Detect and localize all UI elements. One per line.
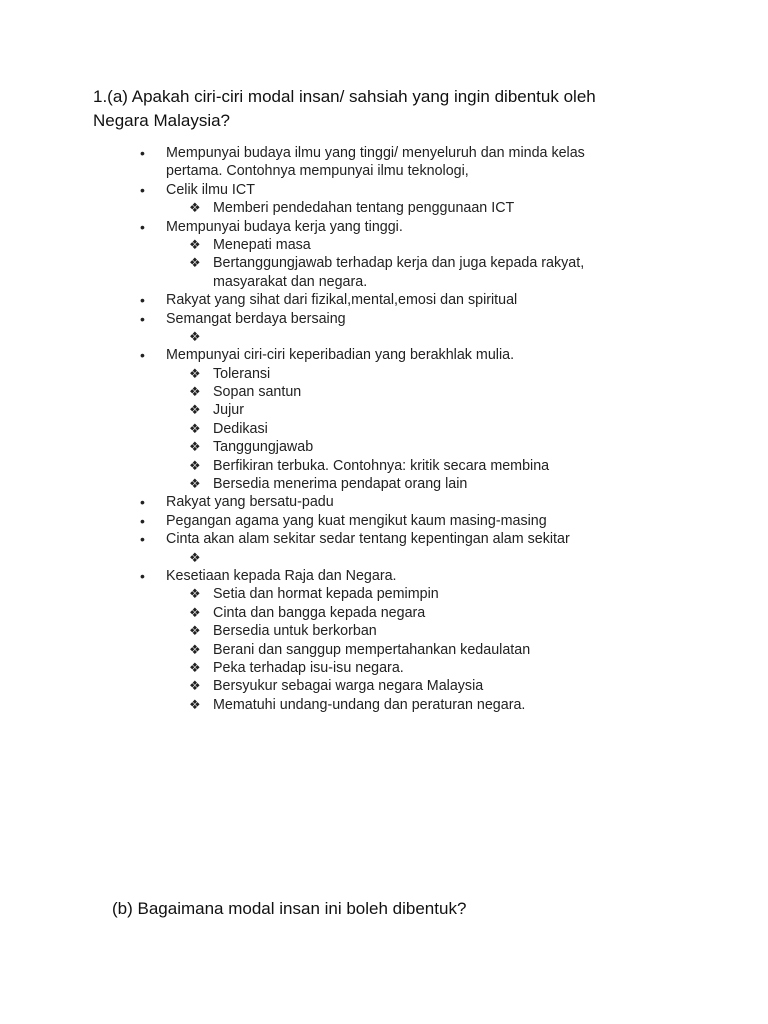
bullet-icon: • bbox=[140, 531, 145, 548]
list-item bbox=[0, 310, 768, 328]
sub-list-item-text: Bertanggungjawab terhadap kerja dan juga kepada rakyat, bbox=[213, 255, 585, 272]
sub-list-item bbox=[0, 677, 768, 695]
list-item-text: Mempunyai budaya kerja yang tinggi. bbox=[166, 218, 403, 235]
list-item-text: Mempunyai ciri-ciri keperibadian yang berakhlak mulia. bbox=[166, 347, 515, 364]
diamond-bullet-icon: ❖ bbox=[189, 549, 201, 565]
sub-list-item bbox=[0, 383, 768, 401]
diamond-bullet-icon: ❖ bbox=[189, 696, 201, 712]
sub-list-item-text: Bersyukur sebagai warga negara Malaysia bbox=[213, 678, 484, 695]
sub-list-item-text: Berani dan sanggup mempertahankan kedaulatan bbox=[213, 641, 531, 658]
diamond-bullet-icon: ❖ bbox=[189, 659, 201, 675]
sub-list-item bbox=[0, 622, 768, 640]
sub-list-item bbox=[0, 236, 768, 254]
list-item-continuation bbox=[0, 162, 768, 180]
question-a-heading bbox=[93, 85, 693, 133]
list-item-text: Semangat berdaya bersaing bbox=[166, 310, 346, 327]
sub-list-item-text: Cinta dan bangga kepada negara bbox=[213, 604, 426, 621]
list-item bbox=[0, 512, 768, 530]
sub-list-item-text: Memberi pendedahan tentang penggunaan ICT bbox=[213, 200, 515, 217]
sub-list-item bbox=[0, 659, 768, 677]
bullet-icon: • bbox=[140, 567, 145, 584]
bullet-icon: • bbox=[140, 292, 145, 309]
sub-list-item-text: Berfikiran terbuka. Contohnya: kritik secara membina bbox=[213, 457, 550, 474]
question-a-line2: Negara Malaysia? bbox=[93, 111, 231, 130]
list-item bbox=[0, 218, 768, 236]
sub-list-item bbox=[0, 696, 768, 714]
sub-list-item-text: Menepati masa bbox=[213, 236, 311, 253]
sub-list-item-text: Mematuhi undang-undang dan peraturan negara. bbox=[213, 696, 526, 713]
list-item-text: Kesetiaan kepada Raja dan Negara. bbox=[166, 567, 397, 584]
diamond-bullet-icon: ❖ bbox=[189, 420, 201, 436]
sub-list-item-text: Bersedia menerima pendapat orang lain bbox=[213, 476, 468, 493]
diamond-bullet-icon: ❖ bbox=[189, 402, 201, 418]
list-item-text: Rakyat yang sihat dari fizikal,mental,emosi dan spiritual bbox=[166, 292, 518, 309]
bullet-icon: • bbox=[140, 181, 145, 198]
sub-list-item bbox=[0, 420, 768, 438]
sub-list-item bbox=[0, 401, 768, 419]
sub-list-item-empty bbox=[0, 549, 768, 567]
list-item bbox=[0, 144, 768, 162]
diamond-bullet-icon: ❖ bbox=[189, 586, 201, 602]
sub-list-item bbox=[0, 438, 768, 456]
bullet-icon: • bbox=[140, 347, 145, 364]
sub-list-item-text: Jujur bbox=[213, 402, 244, 419]
sub-list-item-text: Toleransi bbox=[213, 365, 271, 382]
question-a-line1: 1.(a) Apakah ciri-ciri modal insan/ sahsiah yang ingin dibentuk oleh bbox=[93, 87, 596, 106]
sub-list-item bbox=[0, 641, 768, 659]
list-item-text: pertama. Contohnya mempunyai ilmu teknologi, bbox=[166, 163, 469, 180]
diamond-bullet-icon: ❖ bbox=[189, 457, 201, 473]
list-item-text: Celik ilmu ICT bbox=[166, 181, 255, 198]
list-item-text: Pegangan agama yang kuat mengikut kaum masing-masing bbox=[166, 512, 547, 529]
list-item-text: Cinta akan alam sekitar sedar tentang kepentingan alam sekitar bbox=[166, 531, 570, 548]
bullet-icon: • bbox=[140, 494, 145, 511]
sub-list-item-text: Sopan santun bbox=[213, 384, 302, 401]
sub-list-item-empty bbox=[0, 328, 768, 346]
list-item bbox=[0, 181, 768, 199]
bullet-icon: • bbox=[140, 310, 145, 327]
list-item-text: Rakyat yang bersatu-padu bbox=[166, 494, 334, 511]
diamond-bullet-icon: ❖ bbox=[189, 255, 201, 271]
diamond-bullet-icon: ❖ bbox=[189, 623, 201, 639]
sub-list-item bbox=[0, 475, 768, 493]
bullet-icon: • bbox=[140, 145, 145, 161]
sub-list-item-text: Tanggungjawab bbox=[213, 439, 314, 456]
list-item bbox=[0, 567, 768, 585]
sub-list-item-text: Peka terhadap isu-isu negara. bbox=[213, 659, 404, 676]
answer-list bbox=[0, 144, 768, 714]
diamond-bullet-icon: ❖ bbox=[189, 604, 201, 620]
diamond-bullet-icon: ❖ bbox=[189, 678, 201, 694]
bullet-icon: • bbox=[140, 512, 145, 529]
diamond-bullet-icon: ❖ bbox=[189, 365, 201, 381]
list-item bbox=[0, 493, 768, 511]
sub-list-item bbox=[0, 604, 768, 622]
sub-list-item bbox=[0, 457, 768, 475]
sub-list-item-continuation bbox=[0, 273, 768, 291]
list-item bbox=[0, 291, 768, 309]
diamond-bullet-icon: ❖ bbox=[189, 200, 201, 216]
sub-list-item-text: Bersedia untuk berkorban bbox=[213, 623, 377, 640]
sub-list-item bbox=[0, 254, 768, 272]
sub-list-item-text: Setia dan hormat kepada pemimpin bbox=[213, 586, 439, 603]
list-item bbox=[0, 346, 768, 364]
sub-list-item bbox=[0, 585, 768, 603]
diamond-bullet-icon: ❖ bbox=[189, 384, 201, 400]
diamond-bullet-icon: ❖ bbox=[189, 328, 201, 344]
diamond-bullet-icon: ❖ bbox=[189, 641, 201, 657]
sub-list-item-text: Dedikasi bbox=[213, 420, 268, 437]
sub-list-item bbox=[0, 199, 768, 217]
bullet-icon: • bbox=[140, 218, 145, 235]
question-b-heading: (b) Bagaimana modal insan ini boleh dibentuk? bbox=[112, 899, 467, 918]
diamond-bullet-icon: ❖ bbox=[189, 476, 201, 492]
diamond-bullet-icon: ❖ bbox=[189, 439, 201, 455]
sub-list-item-text: masyarakat dan negara. bbox=[213, 273, 368, 290]
list-item-text: Mempunyai budaya ilmu yang tinggi/ menyeluruh dan minda kelas bbox=[166, 145, 585, 161]
list-item bbox=[0, 530, 768, 548]
diamond-bullet-icon: ❖ bbox=[189, 236, 201, 252]
sub-list-item bbox=[0, 365, 768, 383]
